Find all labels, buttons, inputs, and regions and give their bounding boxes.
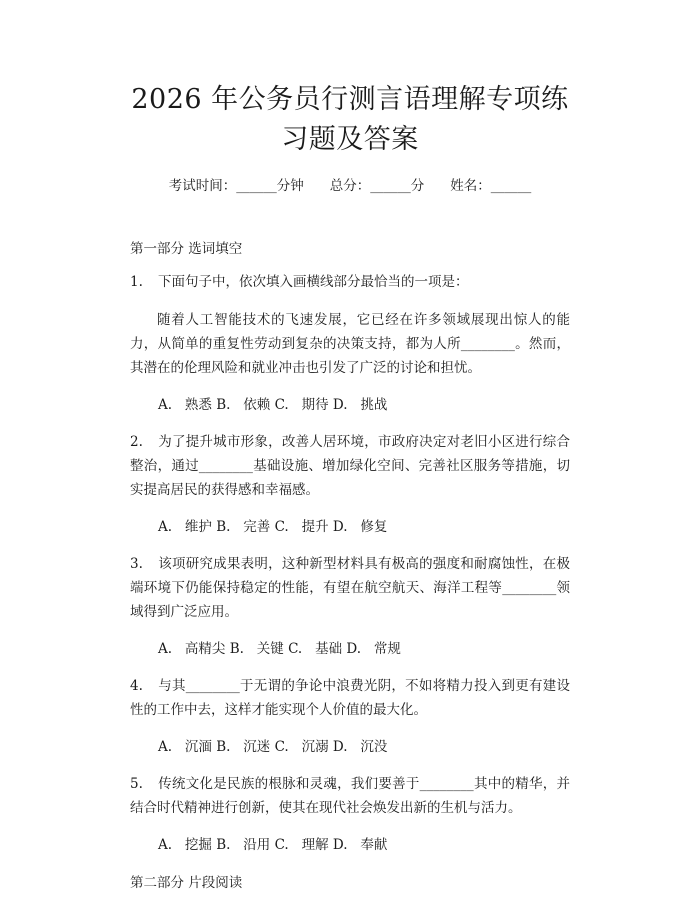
name-label: 姓名：______ [450,178,532,194]
total-score-label: 总分：______分 [329,178,425,194]
question-5 [130,772,570,856]
question-options: A. 挖掘 B. 沿用 C. 理解 D. 奉献 [158,836,388,853]
question-stem: 3. 该项研究成果表明，这种新型材料具有极高的强度和耐腐蚀性，在极端环境下仍能保持稳定的性能，有望在航空航天、海洋工程等________领域得到广泛应用。 [130,552,570,624]
question-options: A. 高精尖 B. 关键 C. 基础 D. 常规 [158,640,401,657]
exam-time-label: 考试时间：______分钟 [168,178,304,194]
question-4 [130,674,570,758]
question-1 [130,270,570,416]
document-title: 2026 年公务员行测言语理解专项练习题及答案 [131,84,569,155]
question-stem: 5. 传统文化是民族的根脉和灵魂，我们要善于________其中的精华，并结合时代精神进行创新，使其在现代社会焕发出新的生机与活力。 [130,772,570,820]
question-stem: 1. 下面句子中，依次填入画横线部分最恰当的一项是： [130,270,570,294]
section-heading-part2: 第二部分 片段阅读 [130,874,243,891]
question-number: 4. [130,677,143,694]
question-stem: 2. 为了提升城市形象，改善人居环境，市政府决定对老旧小区进行综合整治，通过________基础设施、增加绿化空间、完善社区服务等措施，切实提高居民的获得感和幸福感。 [130,430,570,502]
question-options: A. 维护 B. 完善 C. 提升 D. 修复 [158,518,388,535]
question-number: 5. [130,775,143,792]
question-passage: 随着人工智能技术的飞速发展，它已经在许多领域展现出惊人的能力，从简单的重复性劳动到复杂的决策支持，都为人所________。然而，其潜在的伦理风险和就业冲击也引发了广泛的讨论和担忧。 [130,311,570,376]
question-2 [130,430,570,538]
exam-meta [130,176,570,196]
question-options: A. 沉湎 B. 沉迷 C. 沉溺 D. 沉没 [158,738,388,755]
question-options: A. 熟悉 B. 依赖 C. 期待 D. 挑战 [158,396,388,413]
question-3 [130,552,570,660]
question-number: 1. [130,274,143,290]
question-stem: 4. 与其________于无谓的争论中浪费光阴，不如将精力投入到更有建设性的工作中去，这样才能实现个人价值的最大化。 [130,674,570,722]
question-number: 2. [130,433,143,450]
question-number: 3. [130,555,143,572]
section-heading-part1: 第一部分 选词填空 [130,241,243,257]
